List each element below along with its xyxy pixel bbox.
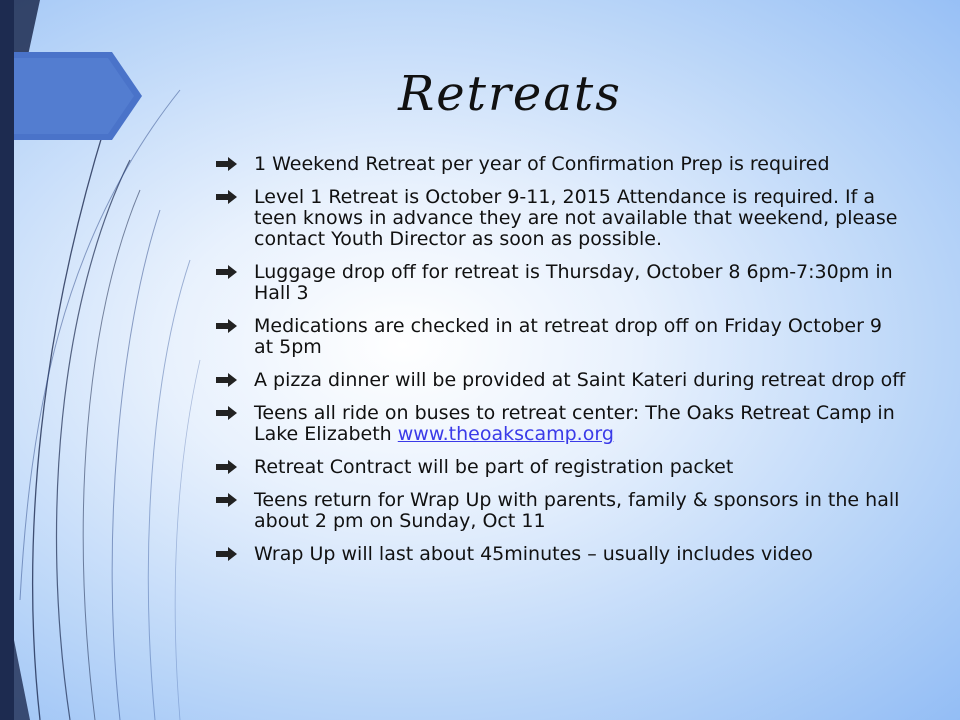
arrow-bullet-icon [216, 318, 238, 334]
bullet-text: Medications are checked in at retreat drop off on Friday October 9 at 5pm [254, 315, 883, 358]
bullet-item [216, 403, 906, 445]
bullet-text: Teens return for Wrap Up with parents, family & sponsors in the hall about 2 pm on Sunday, Oct 11 [254, 489, 900, 532]
oaks-camp-link[interactable]: www.theoakscamp.org [397, 423, 614, 445]
arrow-bullet-icon [216, 189, 238, 205]
bullet-text: Retreat Contract will be part of registration packet [254, 456, 734, 478]
bullet-item [216, 262, 906, 304]
left-accent-bar [0, 0, 14, 720]
bullet-text: Teens all ride on buses to retreat center: The Oaks Retreat Camp in Lake Elizabeth [254, 402, 895, 445]
slide-title: Retreats [398, 66, 622, 122]
bullet-item [216, 370, 906, 391]
bullet-text: Luggage drop off for retreat is Thursday, October 8 6pm-7:30pm in Hall 3 [254, 261, 893, 304]
arrow-bullet-icon [216, 405, 238, 421]
bullet-text: Level 1 Retreat is October 9-11, 2015 Attendance is required. If a teen knows in advance they are not available that weekend, please contact Youth Director as soon as possible. [254, 186, 898, 250]
arrow-bullet-icon [216, 492, 238, 508]
bullet-item [216, 457, 906, 478]
bullet-text: 1 Weekend Retreat per year of Confirmation Prep is required [254, 153, 830, 175]
bullet-item [216, 154, 906, 175]
bullet-item [216, 316, 906, 358]
bullet-text: Wrap Up will last about 45minutes – usually includes video [254, 543, 813, 565]
bullet-item [216, 187, 906, 250]
arrow-bullet-icon [216, 156, 238, 172]
bullet-list [216, 154, 906, 577]
bullet-item [216, 544, 906, 565]
arrow-bullet-icon [216, 264, 238, 280]
arrow-bullet-icon [216, 372, 238, 388]
bullet-text: A pizza dinner will be provided at Saint Kateri during retreat drop off [254, 369, 906, 391]
arrow-bullet-icon [216, 459, 238, 475]
bullet-item [216, 490, 906, 532]
arrow-bullet-icon [216, 546, 238, 562]
